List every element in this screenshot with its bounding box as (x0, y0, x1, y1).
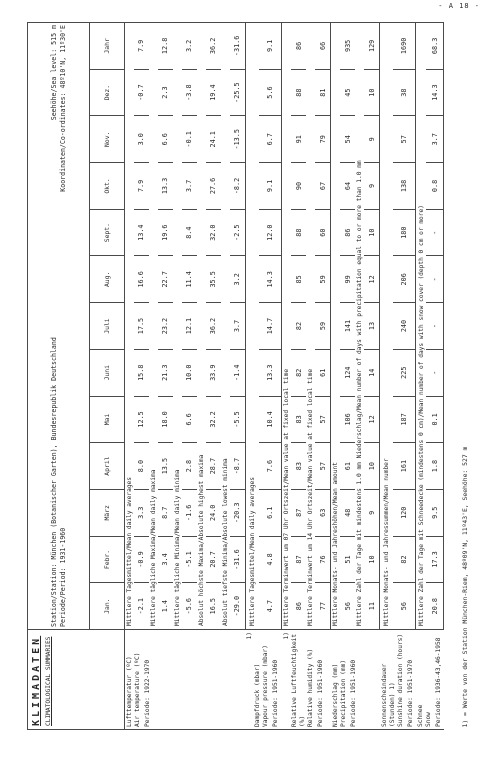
table-cell: 20.8 (426, 583, 443, 630)
table-cell: 8.7 (158, 489, 173, 536)
table-cell: 12.0 (259, 209, 281, 256)
description-row (355, 23, 364, 730)
table-cell: 0.8 (426, 163, 443, 210)
table-cell: 60 (315, 209, 331, 256)
row-description: Mittlere tägliche Maxima/Mean daily maxima (149, 23, 158, 630)
table-cell: 12 (364, 396, 380, 443)
table-cell: 240 (393, 303, 415, 350)
table-cell: 6.6 (182, 396, 197, 443)
table-cell: -1.4 (230, 349, 246, 396)
row-description: Mittlere Zahl der Tage mit mindestens 1.0 mm Niederschlag/Mean number of days with precipitation equal to or more than 1.0 mm (355, 23, 364, 630)
table-cell: 8.4 (182, 209, 197, 256)
row-description: Mittlere Monats- und Jahressummen/Mean number (380, 23, 394, 630)
note-marker: 1) (282, 632, 290, 640)
table-cell: 87 (291, 489, 306, 536)
table-cell: 87 (291, 536, 306, 583)
page-number: - A 18 - (438, 2, 480, 10)
table-cell: 14.3 (259, 256, 281, 303)
table-cell: 7.6 (259, 443, 281, 490)
table-cell: -2.5 (230, 209, 246, 256)
table-row (426, 23, 443, 730)
table-cell: 56 (340, 583, 355, 630)
table-cell: 6.6 (158, 116, 173, 163)
table-cell: 86 (291, 583, 306, 630)
section-label: Niederschlag (mm) (331, 663, 339, 727)
table-cell: 8.0 (134, 443, 149, 490)
table-cell: 138 (393, 163, 415, 210)
table-cell: 3.7 (230, 303, 246, 350)
table-cell: -3.8 (182, 69, 197, 116)
table-cell: -31.6 (230, 23, 246, 70)
table-cell: 59 (315, 256, 331, 303)
table-cell: 10 (364, 69, 380, 116)
table-row (364, 23, 380, 730)
table-cell: 86 (291, 23, 306, 70)
table-cell: 3.7 (182, 163, 197, 210)
table-cell: 24.1 (206, 116, 221, 163)
table-cell: 4.7 (259, 583, 281, 630)
table-cell: 83 (291, 443, 306, 490)
table-cell: 10 (364, 443, 380, 490)
table-cell: 21.3 (158, 349, 173, 396)
table-row (315, 23, 331, 730)
table-cell: -0.9 (134, 536, 149, 583)
section-label: Snow (424, 712, 432, 727)
table-row (393, 23, 415, 730)
table-cell: 106 (340, 396, 355, 443)
table-cell: 206 (393, 256, 415, 303)
table-cell: 12.1 (182, 303, 197, 350)
row-description: Mittlere Monats- und Jahreshöhen/Mean amount (331, 23, 341, 630)
table-cell: 24.0 (206, 489, 221, 536)
table-cell: 59 (315, 303, 331, 350)
table-cell: 0.1 (426, 396, 443, 443)
table-cell: 180 (393, 209, 415, 256)
table-cell: 13.4 (134, 209, 149, 256)
table-row (134, 23, 149, 730)
table-cell: 77 (315, 583, 331, 630)
table-cell: 141 (340, 303, 355, 350)
table-cell: 99 (340, 256, 355, 303)
description-row (282, 23, 292, 730)
section-period: Periode: 1951-1960 (316, 659, 324, 727)
month-header: Juni (90, 349, 124, 396)
table-cell: - (426, 209, 443, 256)
table-cell: 82 (291, 349, 306, 396)
section-label-cell (124, 630, 245, 730)
table-cell: -13.5 (230, 116, 246, 163)
table-cell: 13 (364, 303, 380, 350)
table-cell: -5.1 (182, 536, 197, 583)
footnote-row (444, 23, 483, 730)
table-cell: 935 (340, 23, 355, 70)
table-cell: 11.4 (182, 256, 197, 303)
description-row (416, 23, 427, 730)
section-label: Dampfdruck (mbar) (254, 663, 262, 727)
table-cell: 19.6 (158, 209, 173, 256)
table-cell: 9 (364, 489, 380, 536)
table-cell: 1690 (393, 23, 415, 70)
table-cell: -0.1 (182, 116, 197, 163)
climate-table-sheet (27, 22, 483, 730)
table-cell: -25.5 (230, 69, 246, 116)
table-cell: 4.8 (259, 536, 281, 583)
table-cell: 19.4 (206, 69, 221, 116)
table-cell: 161 (393, 443, 415, 490)
table-cell: 16.5 (206, 583, 221, 630)
table-cell: 57 (393, 116, 415, 163)
table-cell: 82 (291, 303, 306, 350)
section-label-cell (380, 630, 416, 730)
table-cell: 83 (291, 396, 306, 443)
table-cell: 14.7 (259, 303, 281, 350)
table-row (182, 23, 197, 730)
section-label-cell (282, 630, 331, 730)
table-cell: 129 (364, 23, 380, 70)
section-label-cell (416, 630, 444, 730)
table-cell: 6.1 (259, 489, 281, 536)
row-description: Mittlere Terminwert um 14 Uhr Ortszeit/Mean value at fixed local time (306, 23, 315, 630)
month-header: Mai (90, 396, 124, 443)
section-period: Periode: 1951-1960 (349, 659, 357, 727)
table-cell: 32.2 (206, 396, 221, 443)
table-cell: 7.9 (134, 163, 149, 210)
table-cell: -5.5 (230, 396, 246, 443)
description-row (245, 23, 259, 730)
table-cell: 82 (393, 536, 415, 583)
table-row (158, 23, 173, 730)
table-cell: -20.3 (230, 489, 246, 536)
table-cell: 9.1 (259, 23, 281, 70)
table-cell: 88 (291, 209, 306, 256)
table-cell: 10.4 (259, 396, 281, 443)
month-header: Jan. (90, 583, 124, 630)
table-cell: 90 (291, 163, 306, 210)
table-cell: 11 (364, 583, 380, 630)
table-cell: 2.8 (182, 443, 197, 490)
table-cell: 88 (291, 69, 306, 116)
table-cell: 225 (393, 349, 415, 396)
table-cell: 63 (315, 489, 331, 536)
month-header: Jahr (90, 23, 124, 70)
table-cell: 36.2 (206, 303, 221, 350)
table-row (230, 23, 246, 730)
table-cell: 15.8 (134, 349, 149, 396)
table-cell: -0.7 (134, 69, 149, 116)
row-description: Absolut höchste Maxima/Absolute highest maxima (197, 23, 206, 630)
table-cell: - (426, 349, 443, 396)
table-cell: 9.5 (426, 489, 443, 536)
table-cell: 9 (364, 163, 380, 210)
table-cell: 45 (340, 69, 355, 116)
table-cell: 32.0 (206, 209, 221, 256)
section-label: Lufttemperatur (ºC) (125, 656, 133, 727)
station-info-cell (28, 23, 90, 630)
table-cell: 61 (340, 443, 355, 490)
description-row (197, 23, 206, 730)
table-cell: 10 (364, 209, 380, 256)
table-cell: 2.3 (158, 69, 173, 116)
table-cell: 6.7 (259, 116, 281, 163)
row-description: Mittlere tägliche Minima/Mean daily minima (173, 23, 182, 630)
section-label: Precipitation (mm) (339, 659, 347, 727)
table-cell: 57 (315, 396, 331, 443)
table-cell: 10 (364, 536, 380, 583)
description-row (221, 23, 230, 730)
section-label: Schnee (416, 704, 424, 727)
section-label: Vapour pressure (mbar) (262, 645, 270, 727)
table-cell: 57 (315, 443, 331, 490)
section-label: Sonnenscheindauer (Stunden) 1) (380, 663, 396, 727)
section-period: Periode: 1951-1960 (272, 659, 280, 727)
table-cell: 68.3 (426, 23, 443, 70)
table-cell: 64 (340, 163, 355, 210)
table-cell: 1.4 (158, 583, 173, 630)
month-header: Febr. (90, 536, 124, 583)
table-cell: 85 (291, 256, 306, 303)
table-row (291, 23, 306, 730)
table-cell: 3.2 (230, 256, 246, 303)
table-cell: 16.6 (134, 256, 149, 303)
section-label: Air temperature (ºC) (133, 652, 141, 727)
table-cell: 187 (393, 396, 415, 443)
table-cell: -8.7 (230, 443, 246, 490)
table-cell: - (426, 256, 443, 303)
table-cell: 27.6 (206, 163, 221, 210)
table-cell: 28.7 (206, 443, 221, 490)
table-cell: -2.1 (134, 583, 149, 630)
table-cell: 5.6 (259, 69, 281, 116)
table-cell: 76 (315, 536, 331, 583)
description-row (124, 23, 134, 730)
table-cell: 56 (393, 583, 415, 630)
table-row (259, 23, 281, 730)
month-header: April (90, 443, 124, 490)
table-cell: 48 (340, 489, 355, 536)
table-cell: - (426, 303, 443, 350)
table-cell: 18.0 (158, 396, 173, 443)
table-cell: 91 (291, 116, 306, 163)
table-cell: 3.0 (134, 116, 149, 163)
table-cell: -31.6 (230, 536, 246, 583)
table-cell: -8.2 (230, 163, 246, 210)
month-header-row (90, 23, 124, 730)
footnote: 1) = Werte von der Station München-Riem, 48º09'N, 11º43'E, Seehöhe: 527 m (460, 446, 469, 728)
month-header: Sept. (90, 209, 124, 256)
month-header: Nov. (90, 116, 124, 163)
table-cell: 120 (393, 489, 415, 536)
table-cell: 81 (315, 69, 331, 116)
month-header: Okt. (90, 163, 124, 210)
table-cell: 3.7 (426, 116, 443, 163)
table-cell: 61 (315, 349, 331, 396)
elevation-line: Seehöhe/Sea level: 515 m (50, 25, 59, 121)
description-row (306, 23, 315, 730)
row-description: Absolut tiefste Minima/Absolute lowest minima (221, 23, 230, 630)
description-row (173, 23, 182, 730)
section-label: Relative humidity (%) (306, 648, 314, 727)
table-cell: 86 (340, 209, 355, 256)
table-cell: 35.5 (206, 256, 221, 303)
table-cell: 14 (364, 349, 380, 396)
table-cell: 1.8 (426, 443, 443, 490)
table-title-cell (28, 630, 125, 730)
section-label-cell (331, 630, 380, 730)
table-row (206, 23, 221, 730)
section-period: Periode: 1922-1970 (143, 659, 151, 727)
table-cell: 36.2 (206, 23, 221, 70)
table-cell: 124 (340, 349, 355, 396)
note-marker: 1) (246, 632, 254, 640)
description-row (149, 23, 158, 730)
table-cell: 51 (340, 536, 355, 583)
page-title: KLIMADATEN (31, 635, 42, 726)
section-label-cell (245, 630, 281, 730)
row-description: Mittlere Tagesmittel/Mean daily averages (245, 23, 259, 630)
coordinates-line: Koordinaten/Co-ordinates: 48º10'N, 11º30'E (59, 25, 68, 192)
description-row (380, 23, 394, 730)
table-cell: 3.2 (182, 23, 197, 70)
table-cell: 9 (364, 116, 380, 163)
table-cell: 66 (315, 23, 331, 70)
page-subtitle: CLIMATOLOGICAL SUMMARIES (45, 636, 52, 726)
table-cell: 12 (364, 256, 380, 303)
table-cell: 13.5 (158, 443, 173, 490)
table-cell: 7.9 (134, 23, 149, 70)
month-header: März (90, 489, 124, 536)
section-period: Periode: 1936-43,46-1958 (434, 637, 442, 727)
table-cell: 17.5 (134, 303, 149, 350)
description-row (331, 23, 341, 730)
table-cell: 13.3 (158, 163, 173, 210)
table-cell: 10.0 (182, 349, 197, 396)
station-line: Station/Station: München (Botanischer Garten), Bundesrepublik Deutschland (50, 337, 59, 627)
section-label: Relative Luftfeuchtigkeit (%) (290, 633, 306, 727)
table-cell: -29.0 (230, 583, 246, 630)
table-cell: 38 (393, 69, 415, 116)
table-cell: -1.6 (182, 489, 197, 536)
period-line: Periode/Period: 1931-1960 (59, 527, 68, 627)
table-cell: 23.2 (158, 303, 173, 350)
table-cell: 3.3 (134, 489, 149, 536)
table-cell: 12.8 (158, 23, 173, 70)
table-row (340, 23, 355, 730)
table-cell: 54 (340, 116, 355, 163)
month-header: Aug. (90, 256, 124, 303)
section-period: Periode: 1951-1970 (406, 659, 414, 727)
table-cell: 22.7 (158, 256, 173, 303)
climate-table (27, 22, 483, 730)
table-cell: 12.5 (134, 396, 149, 443)
table-cell: 13.3 (259, 349, 281, 396)
month-header: Juli (90, 303, 124, 350)
table-cell: -5.6 (182, 583, 197, 630)
table-cell: 20.7 (206, 536, 221, 583)
row-description: Mittlere Terminwert um 07 Uhr Ortszeit/Mean value at fixed local time (282, 23, 292, 630)
month-header: Dez. (90, 69, 124, 116)
table-cell: 17.3 (426, 536, 443, 583)
row-description: Mittlere Tagesmittel/Mean daily averages (124, 23, 134, 630)
table-cell: 67 (315, 163, 331, 210)
table-cell: 79 (315, 116, 331, 163)
table-cell: 14.3 (426, 69, 443, 116)
row-description: Mittlere Zahl der Tage mit Schneedecke (mindestens 0 cm)/Mean number of days with snow cover (depth 0 cm or more) (416, 23, 427, 630)
section-label: Sunshine duration (hours) (396, 633, 404, 727)
table-cell: 33.9 (206, 349, 221, 396)
table-cell: 3.4 (158, 536, 173, 583)
table-cell: 9.1 (259, 163, 281, 210)
